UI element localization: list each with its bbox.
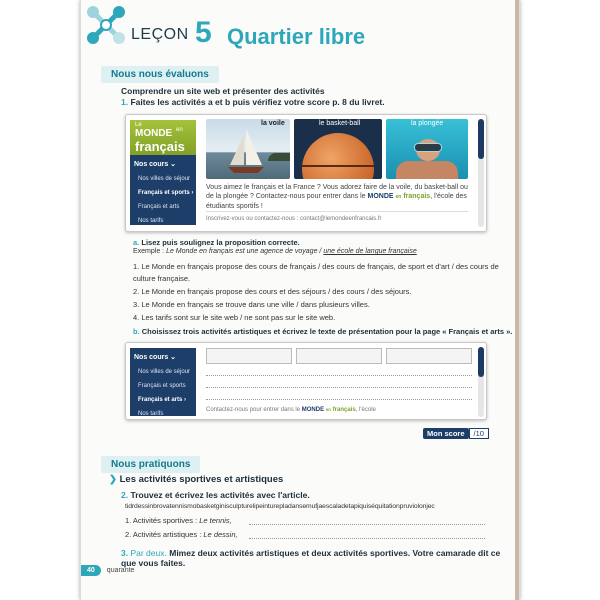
nav2-item-tarifs[interactable]: Nos tarifs: [138, 411, 164, 417]
exercise-3-pair: Par deux.: [130, 548, 167, 558]
exercise-a-label: a.: [133, 238, 140, 247]
nav-item-sports[interactable]: Français et sports ›: [138, 190, 194, 196]
site-contact: Inscrivez-vous ou contactez-nous : contact@lemondeenfrancais.fr: [206, 216, 382, 222]
answer-line-1: [125, 516, 232, 525]
logo-francais: français: [135, 139, 185, 154]
exercise-a-item-1-cont[interactable]: culture française.: [133, 274, 191, 283]
exercise-a-item-4[interactable]: 4. Les tarifs sont sur le site web / ne sont pas sur le site web.: [133, 313, 336, 322]
site-body-francais: français: [403, 193, 431, 200]
answer-line-2: [125, 530, 238, 539]
section2-heading-row: [109, 474, 283, 485]
site2-contact: [206, 407, 376, 413]
answer-line-1-label: 1. Activités sportives :: [125, 516, 198, 525]
photo-label-plongee: la plongée: [411, 120, 444, 127]
site-logo: [130, 120, 196, 160]
logo-en: en: [176, 127, 183, 133]
exercise-b-text: Choisissez trois activités artistiques et écrivez le texte de présentation pour la page « Français et arts ».: [141, 327, 513, 336]
answer-line-1-field[interactable]: [249, 524, 485, 525]
nav-item-arts[interactable]: Français et arts: [138, 204, 180, 210]
score-box: [423, 428, 489, 439]
chevron-right-icon: ❯: [109, 474, 117, 485]
photo-placeholder-2[interactable]: [296, 348, 382, 364]
site2-contact-monde: MONDE: [301, 407, 325, 413]
site2-contact-francais: français: [332, 407, 356, 413]
nav-heading[interactable]: Nos cours ⌄: [134, 161, 177, 168]
answer-line-2-field[interactable]: [249, 538, 485, 539]
lecon-label: LEÇON: [131, 26, 189, 43]
photo-basket: [294, 119, 382, 179]
site1-scroll-thumb[interactable]: [478, 119, 484, 159]
exercise-a-text: Lisez puis soulignez la proposition correcte.: [141, 238, 300, 247]
nav-item-tarifs[interactable]: Nos tarifs: [138, 218, 164, 224]
photo-label-basket: le basket-ball: [319, 120, 361, 127]
example-answer: une école de langue française: [323, 248, 417, 255]
diver-body: [396, 161, 458, 179]
lecon-title: Quartier libre: [227, 24, 366, 49]
nav2-item-sports[interactable]: Français et sports: [138, 383, 186, 389]
exercise-2-instruction: [121, 490, 310, 500]
exercise-a-item-2[interactable]: 2. Le Monde en français propose des cours et des séjours / des cours / des séjours.: [133, 287, 412, 296]
exercise-3-text: Mimez deux activités artistiques et deux activités sportives. Votre camarade dit ce que vous faites.: [121, 548, 501, 568]
website-screenshot-2: [125, 342, 487, 420]
photo-label-voile: la voile: [261, 120, 285, 127]
exercise-a-instruction: [133, 238, 300, 247]
ball-seam: [302, 165, 374, 167]
answer-line-1-example: Le tennis,: [199, 516, 232, 525]
island-shape: [268, 153, 290, 161]
diver-mask: [414, 143, 442, 152]
workbook-page: [80, 0, 520, 600]
site-body-end: , l'école des étudiants sportifs !: [206, 193, 467, 210]
site-divider: [206, 211, 468, 212]
site2-contact-en: en: [325, 407, 332, 412]
exercise-a-item-1[interactable]: 1. Le Monde en français propose des cours de français / des cours de français, de sport et d'art / des cours de: [133, 262, 499, 271]
exercise-b-label: b.: [133, 327, 140, 336]
writing-line-2[interactable]: [206, 387, 472, 388]
nav2-item-villes[interactable]: Nos villes de séjour: [138, 369, 191, 375]
site2-contact-suffix: , l'école: [355, 407, 376, 413]
photo-plongee: [386, 119, 468, 179]
writing-line-1[interactable]: [206, 375, 472, 376]
exercise-1-text: Faites les activités a et b puis vérifiez votre score p. 8 du livret.: [130, 97, 385, 107]
lecon-number: 5: [195, 16, 212, 49]
subheading: Comprendre un site web et présenter des activités: [121, 86, 325, 96]
nav-item-villes[interactable]: Nos villes de séjour: [138, 176, 191, 182]
page-footer: [81, 565, 134, 576]
page-word: quarante: [106, 567, 135, 574]
site-nav: [130, 155, 196, 225]
molecule-logo-icon: [83, 2, 129, 48]
section-pill-evaluons: Nous nous évaluons: [101, 66, 219, 83]
site-body-text: [206, 183, 476, 211]
photo-placeholder-1[interactable]: [206, 348, 292, 364]
exercise-2-text: Trouvez et écrivez les activités avec l'article.: [130, 490, 310, 500]
section-pill-pratiquons: Nous pratiquons: [101, 456, 200, 473]
example-text: Le Monde en français est une agence de voyage /: [166, 248, 322, 255]
logo-le: Le: [135, 122, 142, 128]
nav2-heading[interactable]: Nos cours ⌄: [134, 354, 177, 361]
section2-heading: Les activités sportives et artistiques: [119, 474, 284, 485]
example-prefix: Exemple :: [133, 248, 165, 255]
site-body-monde: MONDE: [367, 193, 394, 200]
photo-placeholder-3[interactable]: [386, 348, 472, 364]
site-body-en: en: [395, 194, 402, 200]
exercise-b-instruction: [133, 327, 513, 336]
exercise-1-instruction: [121, 97, 385, 107]
photo-voile: [206, 119, 290, 179]
page-number: 40: [81, 565, 101, 576]
exercise-2-number: 2.: [121, 490, 129, 500]
page-edge: [515, 0, 519, 600]
site-body-main: Vous aimez le français et la France ? Vous adorez faire de la voile, du basket-ball ou de la plongée ? Contactez-nous pour entrer dans le: [206, 184, 468, 200]
exercise-3-instruction: [121, 548, 511, 568]
site2-scroll-thumb[interactable]: [478, 347, 484, 377]
sailboat-icon: [226, 127, 266, 175]
logo-monde: MONDE: [135, 128, 173, 139]
basketball-icon: [302, 133, 374, 179]
score-label: Mon score: [423, 428, 469, 439]
answer-line-2-label: 2. Activités artistiques :: [125, 530, 202, 539]
site2-nav: [130, 348, 196, 416]
site1-scrollbar[interactable]: [478, 119, 484, 227]
exercise-a-item-3[interactable]: 3. Le Monde en français se trouve dans une ville / dans plusieurs villes.: [133, 300, 370, 309]
site2-scrollbar[interactable]: [478, 347, 484, 417]
nav2-item-arts[interactable]: Français et arts ›: [138, 397, 187, 403]
exercise-a-example: [133, 248, 417, 255]
answer-line-2-example: Le dessin,: [203, 530, 238, 539]
exercise-1-number: 1.: [121, 97, 129, 107]
exercise-3-number: 3.: [121, 548, 129, 558]
score-value[interactable]: /10: [469, 428, 489, 439]
letter-grid: tidrdessinbrovatennismobasketginisculpturelipeinturepladansemufjaescaladetapiquiséquitationpruviolonjec: [125, 503, 435, 510]
site2-contact-prefix: Contactez-nous pour entrer dans le: [206, 407, 301, 413]
writing-line-3[interactable]: [206, 399, 472, 400]
website-screenshot-1: [125, 114, 487, 232]
